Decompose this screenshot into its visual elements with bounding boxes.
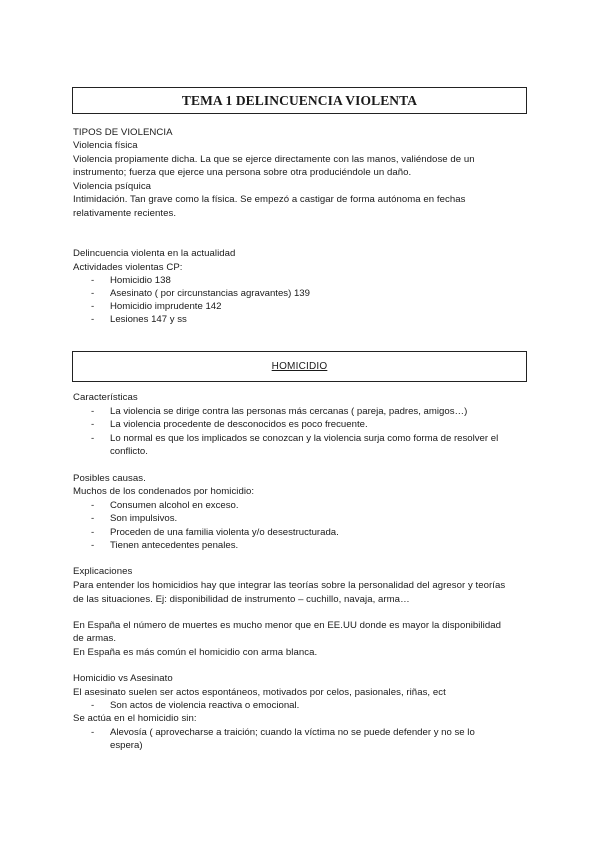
espana-text-line: En España el número de muertes es mucho menor que en EE.UU donde es mayor la disponibilidad [73,620,501,631]
bullet-dash: - [91,700,95,711]
list-item-text: Homicidio 138 [110,275,171,286]
psiquica-text-line: relativamente recientes. [73,208,177,219]
bullet-dash: - [91,301,95,312]
fisica-text-line: Violencia propiamente dicha. La que se ejerce directamente con las manos, valiéndose de un [73,154,475,165]
bullet-dash: - [91,288,95,299]
bullet-dash: - [91,513,95,524]
espana-text-line: En España es más común el homicidio con arma blanca. [73,647,318,658]
psiquica-heading: Violencia psíquica [73,181,152,192]
bullet-dash: - [91,527,95,538]
bullet-dash: - [91,540,95,551]
bullet-dash: - [91,433,95,444]
caracteristicas-heading: Características [73,392,138,403]
list-item-continuation: espera) [110,740,143,751]
vs-text-line: Se actúa en el homicidio sin: [73,713,197,724]
section-box [72,351,527,382]
explicaciones-text-line: Para entender los homicidios hay que integrar las teorías sobre la personalidad del agresor y teorías [73,580,506,591]
list-item-text: La violencia procedente de desconocidos es poco frecuente. [110,419,368,430]
espana-text-line: de armas. [73,633,117,644]
psiquica-text-line: Intimidación. Tan grave como la física. Se empezó a castigar de forma autónoma en fechas [73,194,466,205]
list-item-text: Asesinato ( por circunstancias agravantes) 139 [110,288,310,299]
actualidad-heading: Delincuencia violenta en la actualidad [73,248,236,259]
list-item-text: Proceden de una familia violenta y/o desestructurada. [110,527,339,538]
explicaciones-text-line: de las situaciones. Ej: disponibilidad de instrumento – cuchillo, navaja, arma… [73,594,410,605]
document-title: TEMA 1 DELINCUENCIA VIOLENTA [181,93,418,108]
vs-text-line: El asesinato suelen ser actos espontáneos, motivados por celos, pasionales, riñas, ect [73,687,446,698]
list-item-text: Lo normal es que los implicados se conozcan y la violencia surja como forma de resolver el [110,433,499,444]
list-item-text: Tienen antecedentes penales. [110,540,239,551]
list-item-text: Son impulsivos. [110,513,178,524]
list-item-text: Son actos de violencia reactiva o emocional. [110,700,300,711]
bullet-dash: - [91,419,95,430]
fisica-heading: Violencia física [73,140,138,151]
list-item-text: La violencia se dirige contra las personas más cercanas ( pareja, padres, amigos…) [110,406,468,417]
list-item-text: Alevosía ( aprovecharse a traición; cuando la víctima no se puede defender y no se lo [110,727,475,738]
bullet-dash: - [91,727,95,738]
list-item-continuation: conflicto. [110,446,148,457]
list-item-text: Homicidio imprudente 142 [110,301,222,312]
tipos-heading: TIPOS DE VIOLENCIA [73,127,173,138]
title-box [72,87,527,114]
section-title: HOMICIDIO [271,361,328,372]
bullet-dash: - [91,314,95,325]
explicaciones-heading: Explicaciones [73,566,133,577]
bullet-dash: - [91,500,95,511]
causas-heading: Posibles causas. [73,473,146,484]
fisica-text-line: instrumento; fuerza que ejerce una persona sobre otra produciéndole un daño. [73,167,412,178]
causas-subheading: Muchos de los condenados por homicidio: [73,486,255,497]
actualidad-subheading: Actividades violentas CP: [73,262,183,273]
vs-heading: Homicidio vs Asesinato [73,673,173,684]
list-item-text: Lesiones 147 y ss [110,314,187,325]
bullet-dash: - [91,406,95,417]
list-item-text: Consumen alcohol en exceso. [110,500,239,511]
bullet-dash: - [91,275,95,286]
